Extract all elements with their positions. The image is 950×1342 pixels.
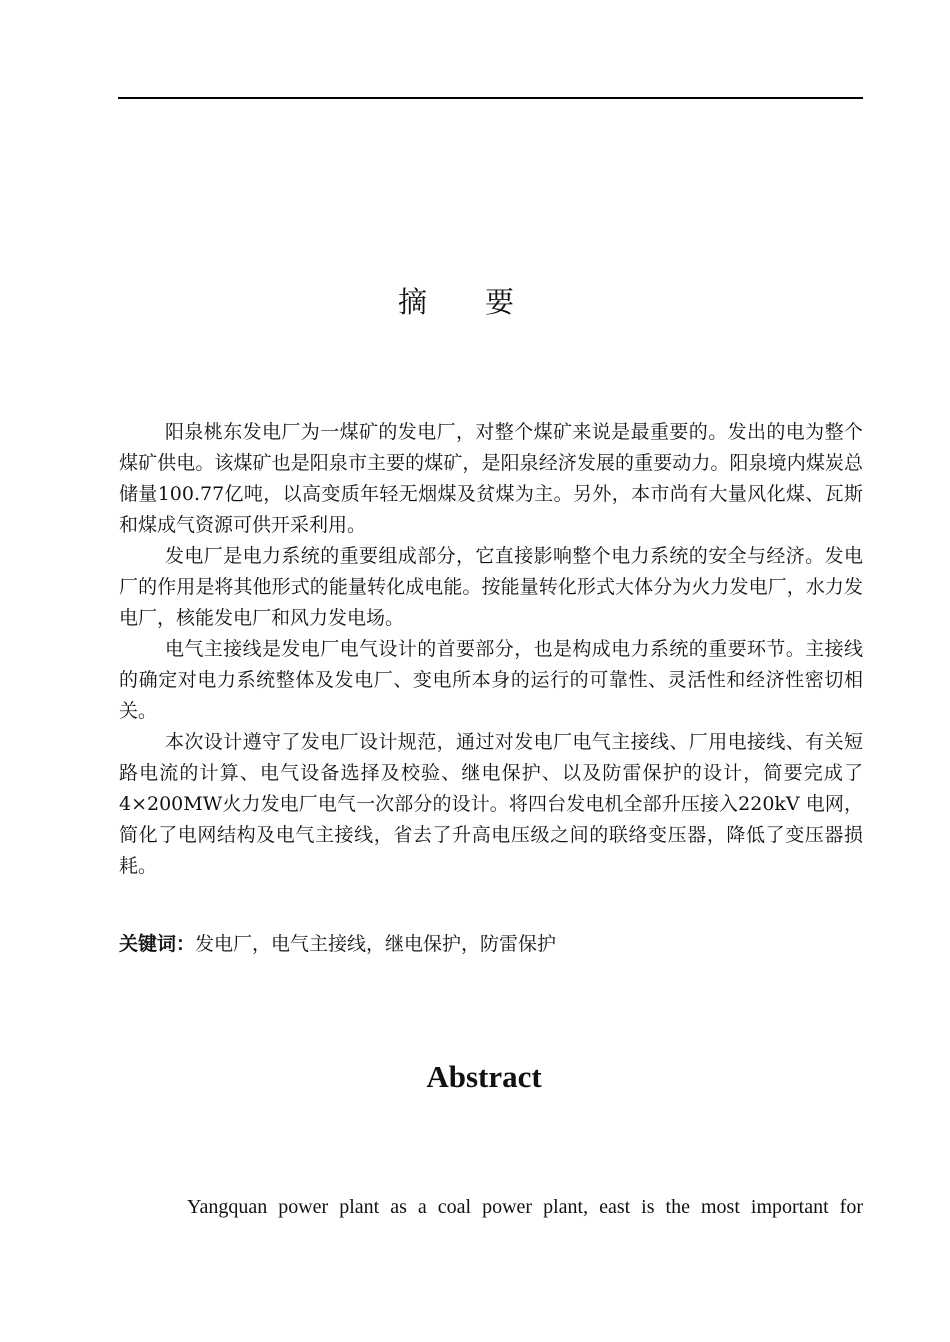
keywords-text: 发电厂，电气主接线，继电保护，防雷保护 — [195, 933, 557, 955]
abstract-paragraph: 电气主接线是发电厂电气设计的首要部分，也是构成电力系统的重要环节。主接线的确定对电力系统整体及发电厂、变电所本身的运行的可靠性、灵活性和经济性密切相关。 — [119, 638, 863, 722]
abstract-paragraph-en: Yangquan power plant as a coal power plant, east is the most important for — [187, 1196, 863, 1218]
chinese-abstract-body — [119, 417, 863, 882]
chinese-abstract-title: 摘要 — [397, 285, 572, 319]
keywords-label: 关键词： — [119, 933, 196, 955]
english-abstract-title: Abstract — [426, 1059, 542, 1094]
keywords-line — [119, 929, 863, 960]
abstract-paragraph: 发电厂是电力系统的重要组成部分，它直接影响整个电力系统的安全与经济。发电厂的作用是将其他形式的能量转化成电能。按能量转化形式大体分为火力发电厂，水力发电厂，核能发电厂和风力发电场。 — [119, 545, 863, 629]
abstract-paragraph: 本次设计遵守了发电厂设计规范，通过对发电厂电气主接线、厂用电接线、有关短路电流的计算、电气设备选择及校验、继电保护、以及防雷保护的设计，简要完成了4×200MW火力发电厂电气一次部分的设计。将四台发电机全部升压接入220kV 电网，简化了电网结构及电气主接线，省去了升高电压级之间的联络变压器，降低了变压器损耗。 — [119, 731, 863, 877]
english-abstract-body — [119, 1192, 863, 1223]
abstract-paragraph: 阳泉桃东发电厂为一煤矿的发电厂，对整个煤矿来说是最重要的。发出的电为整个煤矿供电。该煤矿也是阳泉市主要的煤矿，是阳泉经济发展的重要动力。阳泉境内煤炭总储量100.77亿吨，以高变质年轻无烟煤及贫煤为主。另外，本市尚有大量风化煤、瓦斯和煤成气资源可供开采利用。 — [119, 421, 863, 536]
header-rule — [118, 97, 863, 99]
